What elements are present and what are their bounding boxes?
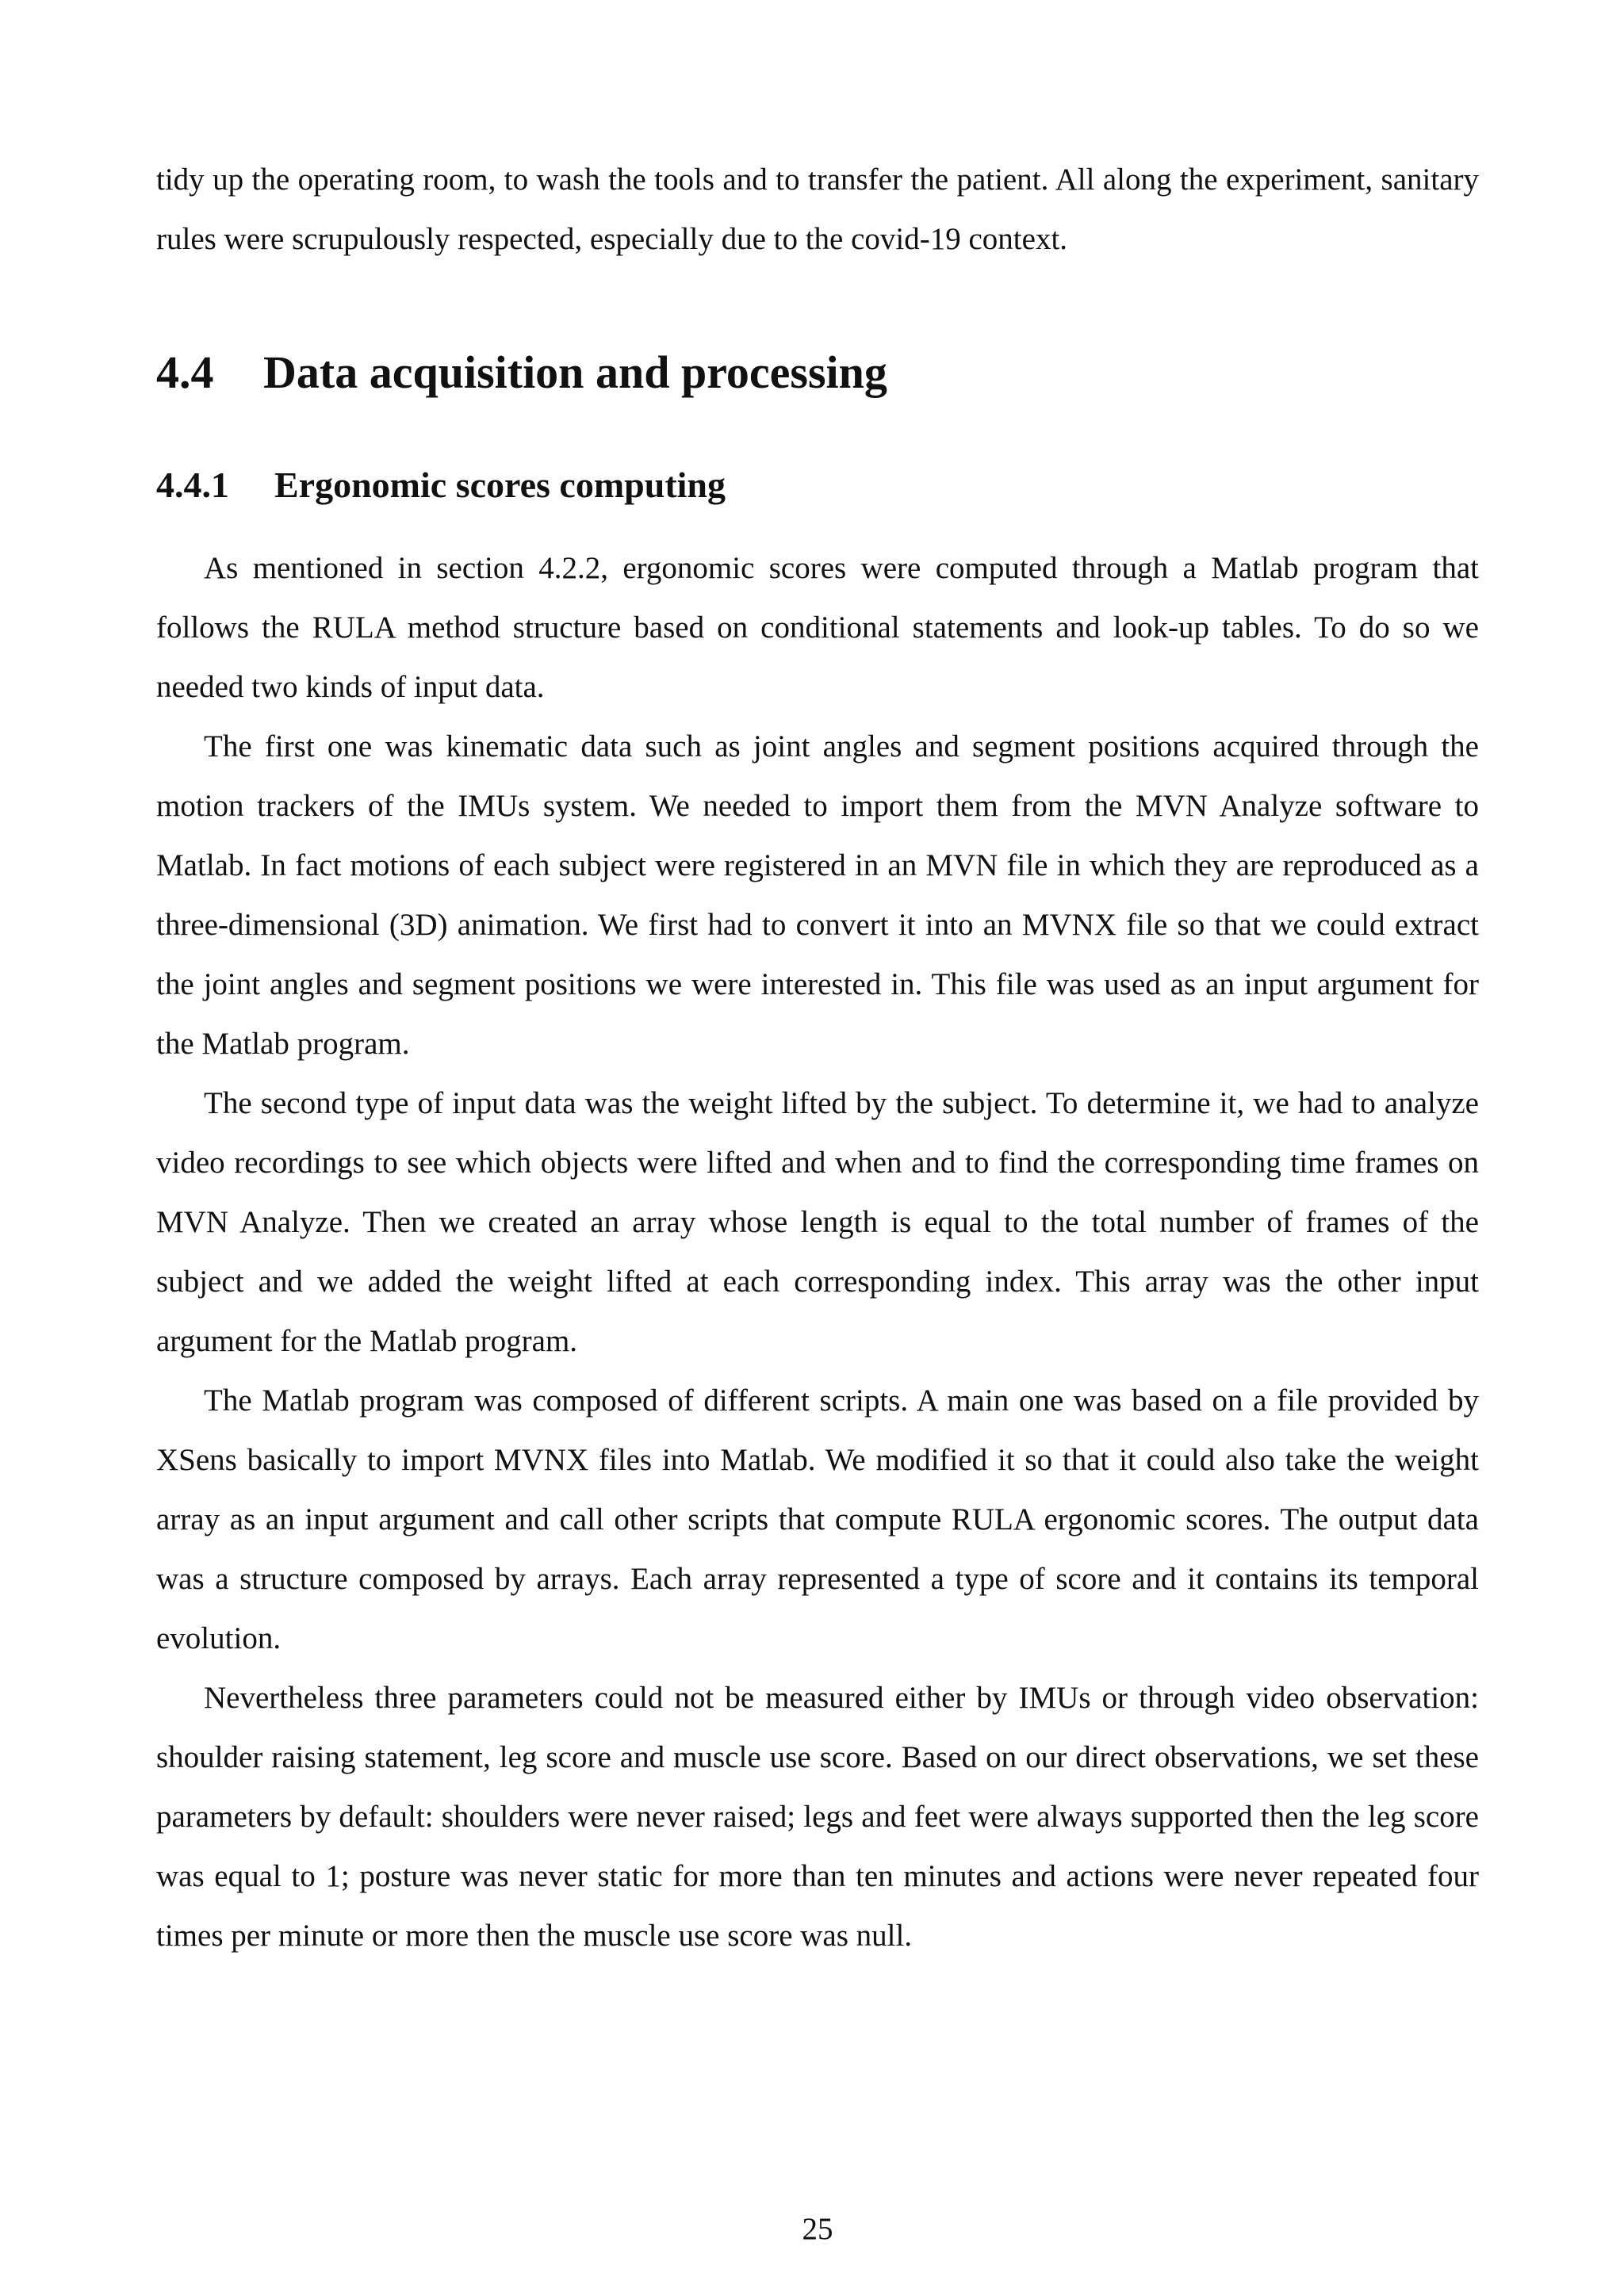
body-text: [156, 538, 1479, 1965]
subsection-number: 4.4.1: [156, 465, 229, 505]
continuation-paragraph: tidy up the operating room, to wash the tools and to transfer the patient. All along the experiment, sanitary rules were scrupulously respected, especially due to the covid-19 context.: [156, 163, 1479, 256]
paragraph-matlab-program: The Matlab program was composed of different scripts. A main one was based on a file provided by XSens basically to import MVNX files into Matlab. We modified it so that it could also take the weight array as an input argument and call other scripts that compute RULA ergonomic scores. The output data was a structure composed by arrays. Each array represented a type of score and it contains its temporal evolution.: [156, 1383, 1479, 1655]
paragraph-weight-data: The second type of input data was the weight lifted by the subject. To determine it, we had to analyze video recordings to see which objects were lifted and when and to find the corresponding time frames on MVN Analyze. Then we created an array whose length is equal to the total number of frames of the subject and we added the weight lifted at each corresponding index. This array was the other input argument for the Matlab program.: [156, 1086, 1479, 1358]
document-page: [156, 0, 1479, 2296]
paragraph-default-parameters: Nevertheless three parameters could not be measured either by IMUs or through video observation: shoulder raising statement, leg score and muscle use score. Based on our direct observations, we set these parameters by default: shoulders were never raised; legs and feet were always supported then the leg score was equal to 1; posture was never static for more than ten minutes and actions were never repeated four times per minute or more then the muscle use score was null.: [156, 1681, 1479, 1953]
section-title: Data acquisition and processing: [263, 346, 887, 398]
subsection-heading: [156, 461, 726, 509]
paragraph-intro: As mentioned in section 4.2.2, ergonomic scores were computed through a Matlab program that follows the RULA method structure based on conditional statements and look-up tables. To do so we needed two kinds of input data.: [156, 551, 1479, 704]
subsection-title: Ergonomic scores computing: [274, 465, 726, 505]
page-number: 25: [802, 2212, 833, 2246]
paragraph-kinematic-data: The first one was kinematic data such as joint angles and segment positions acquired through the motion trackers of the IMUs system. We needed to import them from the MVN Analyze software to Matlab. In fact motions of each subject were registered in an MVN file in which they are reproduced as a three-dimensional (3D) animation. We first had to convert it into an MVNX file so that we could extract the joint angles and segment positions we were interested in. This file was used as an input argument for the Matlab program.: [156, 729, 1479, 1061]
section-heading: [156, 345, 887, 400]
section-number: 4.4: [156, 346, 214, 398]
